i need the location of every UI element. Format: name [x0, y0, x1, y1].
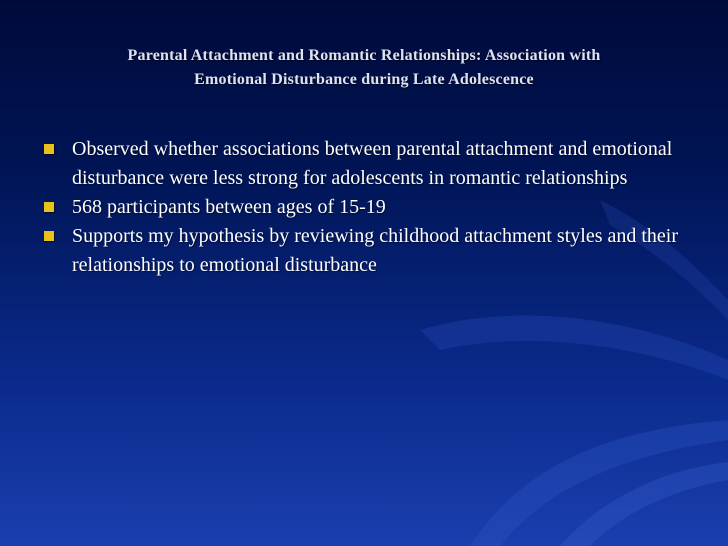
- slide-title-line2: Emotional Disturbance during Late Adolescence: [194, 71, 534, 88]
- bullet-list: [42, 135, 702, 280]
- bullet-item: [42, 222, 702, 280]
- bullet-text: Supports my hypothesis by reviewing childhood attachment styles and their relationships to emotional disturbance: [72, 225, 679, 276]
- bullet-item: [42, 193, 702, 222]
- bullet-text: 568 participants between ages of 15-19: [72, 196, 386, 218]
- bullet-text: Observed whether associations between parental attachment and emotional disturbance were less strong for adolescents in romantic relationships: [72, 138, 673, 189]
- bullet-item: [42, 135, 702, 193]
- slide-title-line1: Parental Attachment and Romantic Relationships: Association with: [127, 47, 601, 64]
- slide-title: [40, 44, 688, 92]
- square-bullet-icon: [44, 144, 54, 154]
- square-bullet-icon: [44, 202, 54, 212]
- square-bullet-icon: [44, 231, 54, 241]
